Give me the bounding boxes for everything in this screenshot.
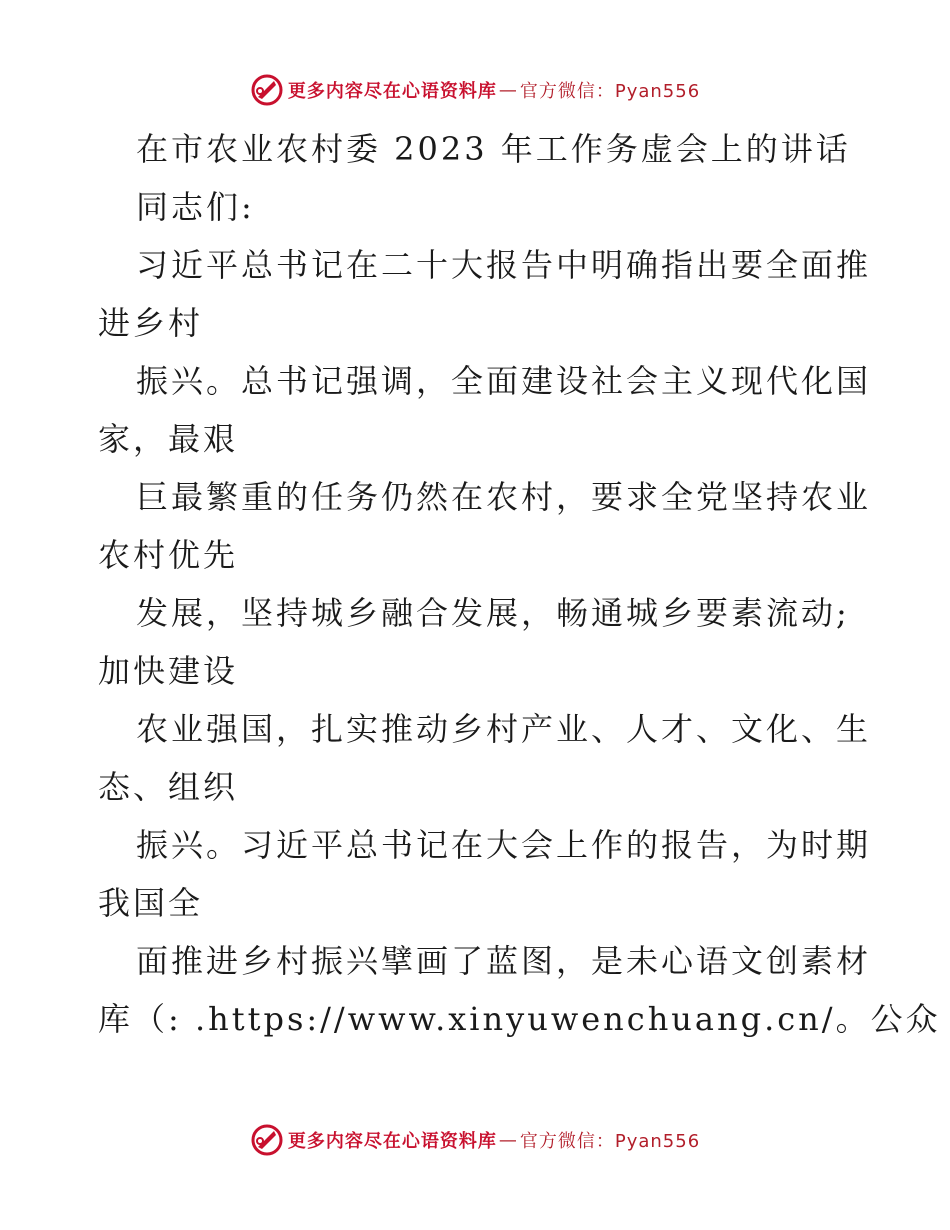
- paragraph-line: 加快建设: [98, 652, 239, 690]
- footer-banner-text: 更多内容尽在心语资料库: [287, 1131, 497, 1152]
- paragraph-line: 农村优先: [98, 536, 239, 574]
- document-body: [98, 120, 941, 1048]
- header-banner-contact: 官方微信：Pyan556: [519, 81, 701, 102]
- header-banner-separator: —: [498, 79, 518, 101]
- salutation: 同志们:: [136, 188, 255, 226]
- quill-logo-icon: [250, 1123, 284, 1157]
- paragraph-line: 家，最艰: [98, 420, 239, 458]
- paragraph-line: 发展，坚持城乡融合发展，畅通城乡要素流动;: [136, 594, 850, 632]
- document-title: 在市农业农村委 2023 年工作务虚会上的讲话: [136, 130, 851, 168]
- paragraph-line: 巨最繁重的任务仍然在农村，要求全党坚持农业: [136, 478, 872, 516]
- paragraph-line: 振兴。总书记强调，全面建设社会主义现代化国: [136, 362, 872, 400]
- paragraph-line: 面推进乡村振兴擘画了蓝图，是未心语文创素材: [136, 942, 872, 980]
- paragraph-line: 进乡村: [98, 304, 204, 342]
- paragraph-line: 态、组织: [98, 768, 239, 806]
- paragraph-line: 我国全: [98, 884, 204, 922]
- footer-banner: [0, 1120, 950, 1160]
- header-banner-text: 更多内容尽在心语资料库: [287, 81, 497, 102]
- header-banner: [0, 70, 950, 110]
- footer-banner-separator: —: [498, 1129, 518, 1151]
- quill-logo-icon: [250, 73, 284, 107]
- paragraph-line: 库（: .https://www.xinyuwenchuang.cn/。公众: [98, 1000, 941, 1038]
- paragraph-line: 农业强国，扎实推动乡村产业、人才、文化、生: [136, 710, 872, 748]
- paragraph-line: 习近平总书记在二十大报告中明确指出要全面推: [136, 246, 872, 284]
- paragraph-line: 振兴。习近平总书记在大会上作的报告，为时期: [136, 826, 872, 864]
- footer-banner-contact: 官方微信：Pyan556: [519, 1131, 701, 1152]
